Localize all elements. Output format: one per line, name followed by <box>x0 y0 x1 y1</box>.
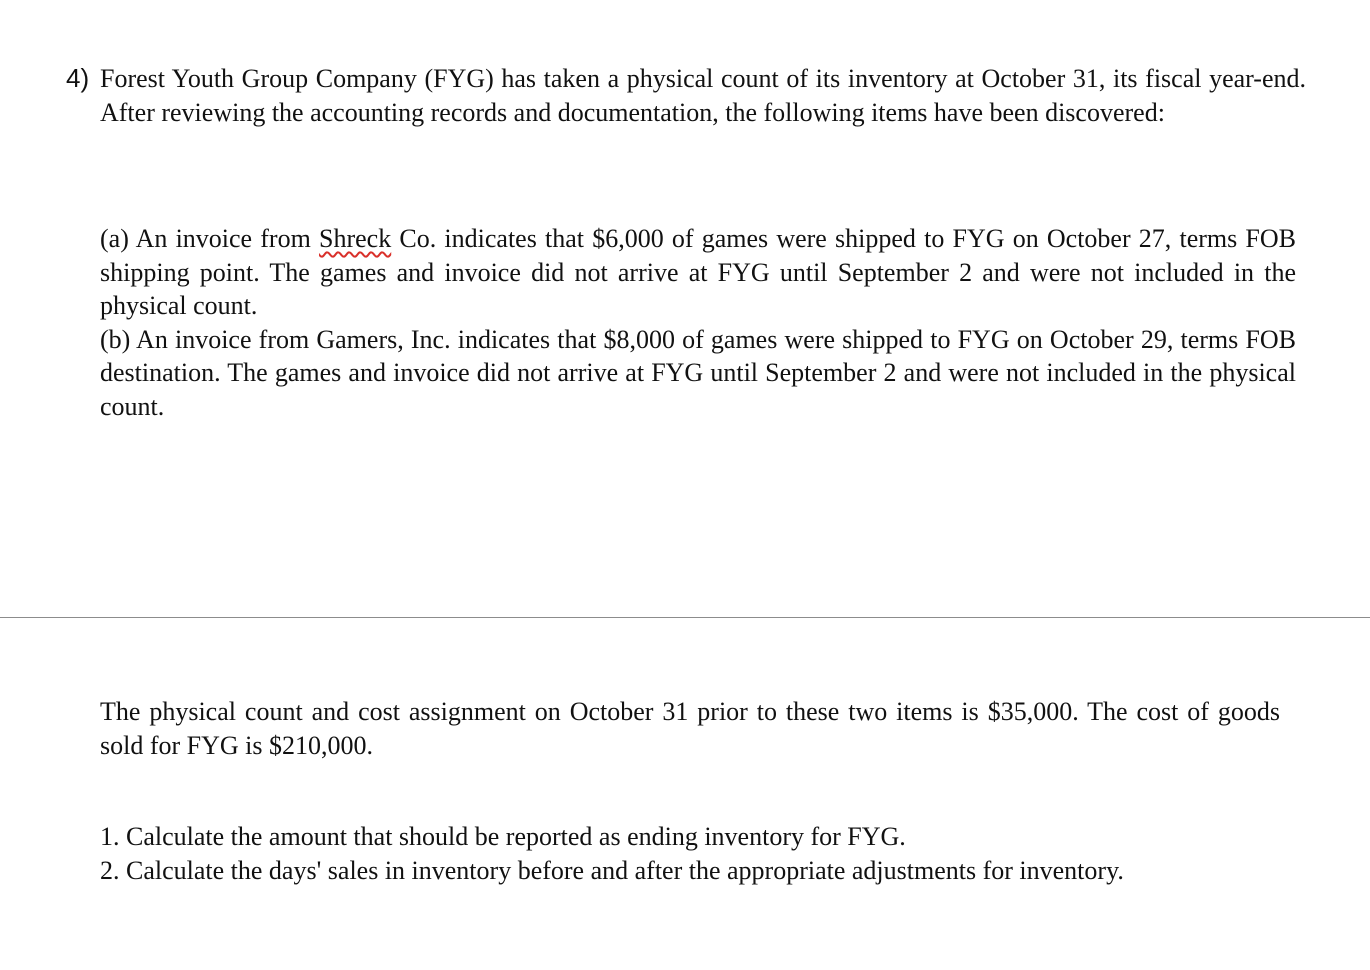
summary-paragraph: The physical count and cost assignment on October 31 prior to these two items is $35,000. The cost of goods sold for FYG is $210,000. <box>100 697 1280 760</box>
task-list <box>100 820 1300 887</box>
question-number: 4) <box>66 63 90 93</box>
item-a-vendor-misspelled[interactable]: Shreck <box>319 224 392 253</box>
item-a-lead: (a) An invoice from <box>100 224 320 253</box>
question-block <box>66 62 1306 129</box>
item-a <box>100 222 1296 323</box>
item-b: (b) An invoice from Gamers, Inc. indicates that $8,000 of games were shipped to FYG on October 29, terms FOB destination. The games and invoice did not arrive at FYG until September 2 and were not included in the physical count. <box>100 324 1296 421</box>
question-intro: Forest Youth Group Company (FYG) has taken a physical count of its inventory at October 31, its fiscal year-end. After reviewing the accounting records and documentation, the following items have been discovered: <box>100 64 1306 127</box>
task-1: 1. Calculate the amount that should be reported as ending inventory for FYG. <box>100 822 906 851</box>
item-a-rest: Co. indicates that $6,000 of games were shipped to FYG on October 27, terms FOB shipping point. The games and invoice did not arrive at FYG until September 2 and were not included in the physical count. <box>100 224 1297 320</box>
task-2: 2. Calculate the days' sales in inventory before and after the appropriate adjustments for inventory. <box>100 855 1124 885</box>
section-divider <box>0 617 1370 618</box>
discovered-items <box>100 222 1296 423</box>
